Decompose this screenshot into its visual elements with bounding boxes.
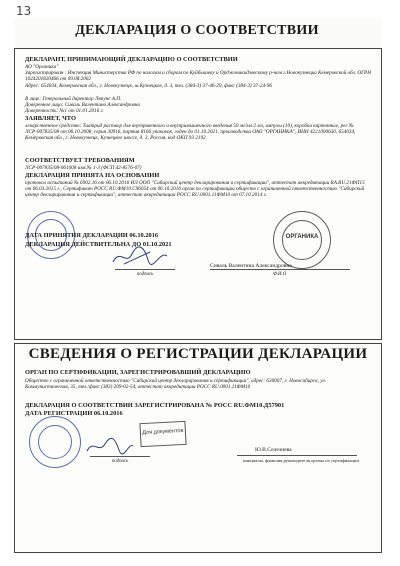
basis-text: протокол испытаний № 6902.16 от 06.10.2016 ИЛ ООО "Сибирский центр декларирования и сертификации", аттестат аккредитации RA.RU.21ФП15 от 06.03.2015 г., Сертификат РОСС RU.ФМ10.С96054 от 06.10.2016 орган по сертификации обществ с ограниченной ответственностью "Сибирский центр декларирования и сертификации", аттестат аккредитации РОСС RU.0001.11ФМ10 от 07.10.2014 г.	[25, 180, 365, 199]
corner-number: 13	[16, 4, 32, 18]
head-name-caption: инициалы, фамилия руководителя органа по сертификации	[243, 458, 359, 463]
name-line	[210, 269, 350, 270]
signature-line	[115, 269, 175, 270]
date-accepted: ДАТА ПРИНЯТИЯ ДЕКЛАРАЦИИ 06.10.2016	[25, 232, 159, 239]
name-caption: Ф.И.О	[273, 272, 287, 277]
company-name: АО "Органика"	[25, 64, 59, 70]
requirements-heading: СООТВЕТСТВУЕТ ТРЕБОВАНИЯМ	[25, 157, 135, 164]
organ-heading: ОРГАН ПО СЕРТИФИКАЦИИ, ЗАРЕГИСТРИРОВАВШИЙ ДЕКЛАРАЦИЮ	[25, 369, 251, 376]
registration-date: ДАТА РЕГИСТРАЦИИ 06.10.2016	[25, 410, 123, 417]
address-text: Адрес: 654034, Кемеровская обл., г. Новокузнецк, ш.Кузнецкое, д. 3, тел. (384-3) 37-46-29, факс (384-3) 37-24-96	[25, 83, 272, 89]
document-sheet	[14, 4, 382, 553]
registration-signature-line	[90, 456, 150, 457]
registration-title: СВЕДЕНИЯ О РЕГИСТРАЦИИ ДЕКЛАРАЦИИ	[28, 346, 368, 362]
person-text: В лице: Генеральный директор Ляпунс А.П.	[25, 96, 122, 102]
registered-line: ДЕКЛАРАЦИЯ О СООТВЕТСТВИИ ЗАРЕГИСТРИРОВАНА № РОСС RU.ФМ10.Д57901	[25, 402, 285, 409]
signature-icon	[110, 244, 170, 268]
registration-signature-caption: подпись	[112, 459, 129, 464]
registration-signature-icon	[85, 436, 135, 456]
power-of-attorney: Доверенность: №1 от 01.01.2016 г.	[25, 108, 104, 114]
basis-heading: ДЕКЛАРАЦИЯ ПРИНЯТА НА ОСНОВАНИИ	[25, 172, 160, 179]
valid-until: ДЕКЛАРАЦИЯ ДЕЙСТВИТЕЛЬНА ДО 01.10.2021	[25, 241, 172, 248]
company-stamp-icon	[273, 211, 331, 269]
registration-text: Зарегистрирован : Инспекция Министерства РФ по налогам и сборам по Куйбышеву и Орджоникидзевскому р-нам г.Новокузнецка Кемеровской обл. ОГРН 1024201820466 от 09.08.2002	[25, 70, 371, 83]
rect-stamp-icon	[139, 421, 186, 447]
signature-caption: подпись	[137, 272, 154, 277]
registration-round-stamp-icon	[29, 416, 81, 468]
declarant-name: Сиваль Валентина Александровна	[210, 263, 292, 269]
rect-stamp-text: Для документов	[142, 427, 184, 437]
product-text: лекарственное средство: Тиатрид раствор для внутривенного и внутримышечного введения 50 мг/мл 2 мл, ампулы (10), коробки картонные, рег № ЛСР-007835/08 от 06.10.2008, серия 30916, партия 8166 упаковок, годен до 01.10.2021, производства ОАО "ОРГАНИКА", ИНН 4221000630, 654034, Кемеровская обл., г. Новокузнецк, Кузнецкое шоссе, д. 3, Россия, код ОКП 93 2192	[25, 123, 356, 142]
requirements-text: ЛСР-007835/08-061008 изм.№ 1-3 (ФСП 42-8576-07)	[25, 165, 142, 171]
declaration-title: ДЕКЛАРАЦИЯ О СООТВЕТСТВИИ	[75, 23, 319, 38]
stamp-text: ОРГАНИКА	[285, 234, 319, 240]
organ-text: Общество с ограниченной ответственностью "Сибирский центр декларирования и сертификации", адрес: 630007, г. Новосибирск, ул. Коммунистическая, 35, тел./факс (383) 209-02-54, аттестат аккредитации РОСС RU.0001.11ФМ10	[25, 378, 326, 391]
head-name-line	[237, 455, 357, 456]
declaration-box	[14, 48, 382, 340]
declares-heading: ЗАЯВЛЯЕТ, ЧТО	[25, 115, 76, 122]
registration-box	[14, 343, 382, 553]
declarant-heading: ДЕКЛАРАНТ, ПРИНИМАЮЩИЙ ДЕКЛАРАЦИЮ О СООТВЕТСТВИИ	[25, 56, 238, 63]
head-name: Ю.В.Селезнева	[255, 447, 292, 453]
signer-text: Доверенное лицо: Сиваль Валентина Александровна	[25, 102, 141, 108]
